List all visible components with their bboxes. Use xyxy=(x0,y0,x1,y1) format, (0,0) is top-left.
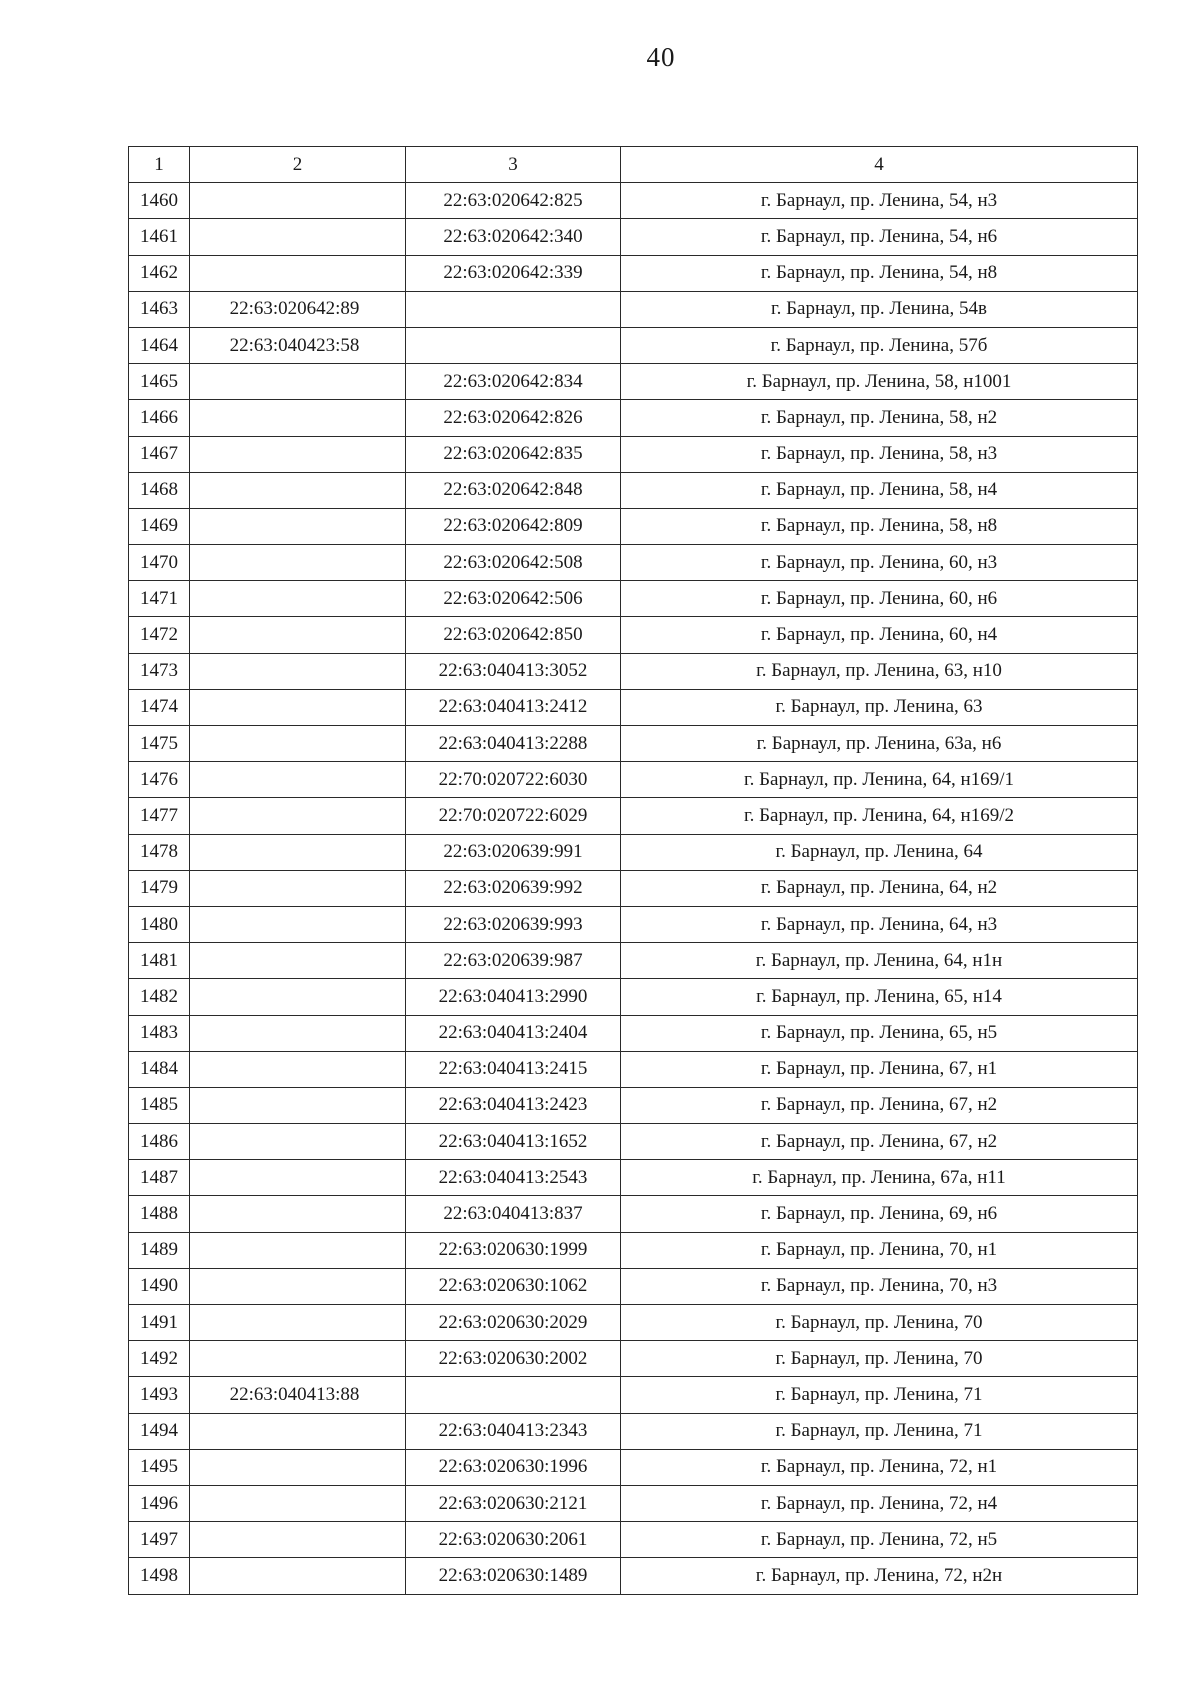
column-header-3: 3 xyxy=(406,147,621,183)
address-cell: г. Барнаул, пр. Ленина, 64, н169/1 xyxy=(621,762,1138,798)
table-row xyxy=(129,617,1138,653)
cadastral-number-cell xyxy=(190,1051,406,1087)
row-number-cell: 1461 xyxy=(129,219,190,255)
object-cadastral-number-cell: 22:63:020630:1996 xyxy=(406,1449,621,1485)
object-cadastral-number-cell: 22:63:020642:848 xyxy=(406,472,621,508)
object-cadastral-number-cell: 22:63:020630:1062 xyxy=(406,1268,621,1304)
object-cadastral-number-cell: 22:63:040413:2404 xyxy=(406,1015,621,1051)
cadastral-number-cell xyxy=(190,979,406,1015)
table-row xyxy=(129,508,1138,544)
table-row xyxy=(129,472,1138,508)
cadastral-number-cell xyxy=(190,689,406,725)
table-row xyxy=(129,798,1138,834)
table-row xyxy=(129,400,1138,436)
object-cadastral-number-cell: 22:63:040413:1652 xyxy=(406,1124,621,1160)
table-row xyxy=(129,943,1138,979)
object-cadastral-number-cell: 22:63:040413:2990 xyxy=(406,979,621,1015)
row-number-cell: 1473 xyxy=(129,653,190,689)
page-number: 40 xyxy=(646,42,676,72)
table-row xyxy=(129,183,1138,219)
object-cadastral-number-cell: 22:63:040413:2543 xyxy=(406,1160,621,1196)
object-cadastral-number-cell: 22:63:020642:809 xyxy=(406,508,621,544)
address-cell: г. Барнаул, пр. Ленина, 63 xyxy=(621,689,1138,725)
object-cadastral-number-cell: 22:63:020639:992 xyxy=(406,870,621,906)
object-cadastral-number-cell: 22:63:020630:2029 xyxy=(406,1305,621,1341)
row-number-cell: 1496 xyxy=(129,1485,190,1521)
address-cell: г. Барнаул, пр. Ленина, 58, н4 xyxy=(621,472,1138,508)
address-cell: г. Барнаул, пр. Ленина, 70, н3 xyxy=(621,1268,1138,1304)
object-cadastral-number-cell xyxy=(406,291,621,327)
row-number-cell: 1491 xyxy=(129,1305,190,1341)
cadastral-number-cell xyxy=(190,1413,406,1449)
row-number-cell: 1497 xyxy=(129,1522,190,1558)
column-header-4: 4 xyxy=(621,147,1138,183)
cadastral-number-cell xyxy=(190,1341,406,1377)
address-cell: г. Барнаул, пр. Ленина, 54, н6 xyxy=(621,219,1138,255)
object-cadastral-number-cell: 22:63:040413:3052 xyxy=(406,653,621,689)
address-cell: г. Барнаул, пр. Ленина, 71 xyxy=(621,1377,1138,1413)
object-cadastral-number-cell: 22:63:020642:340 xyxy=(406,219,621,255)
cadastral-number-cell: 22:63:020642:89 xyxy=(190,291,406,327)
table-row xyxy=(129,581,1138,617)
address-cell: г. Барнаул, пр. Ленина, 54в xyxy=(621,291,1138,327)
cadastral-number-cell xyxy=(190,1449,406,1485)
address-cell: г. Барнаул, пр. Ленина, 72, н2н xyxy=(621,1558,1138,1594)
row-number-cell: 1472 xyxy=(129,617,190,653)
row-number-cell: 1495 xyxy=(129,1449,190,1485)
row-number-cell: 1469 xyxy=(129,508,190,544)
object-cadastral-number-cell: 22:63:020639:991 xyxy=(406,834,621,870)
row-number-cell: 1463 xyxy=(129,291,190,327)
address-cell: г. Барнаул, пр. Ленина, 64, н2 xyxy=(621,870,1138,906)
cadastral-number-cell xyxy=(190,1124,406,1160)
address-cell: г. Барнаул, пр. Ленина, 60, н4 xyxy=(621,617,1138,653)
cadastral-number-cell xyxy=(190,1522,406,1558)
cadastral-number-cell xyxy=(190,1305,406,1341)
object-cadastral-number-cell: 22:63:020642:508 xyxy=(406,545,621,581)
table-row xyxy=(129,1160,1138,1196)
cadastral-number-cell xyxy=(190,1268,406,1304)
table-row xyxy=(129,1413,1138,1449)
object-cadastral-number-cell: 22:63:020642:339 xyxy=(406,255,621,291)
table-row xyxy=(129,906,1138,942)
table-row xyxy=(129,1522,1138,1558)
object-cadastral-number-cell: 22:63:020642:825 xyxy=(406,183,621,219)
address-cell: г. Барнаул, пр. Ленина, 70, н1 xyxy=(621,1232,1138,1268)
object-cadastral-number-cell: 22:63:020630:1489 xyxy=(406,1558,621,1594)
row-number-cell: 1460 xyxy=(129,183,190,219)
table-row xyxy=(129,870,1138,906)
row-number-cell: 1484 xyxy=(129,1051,190,1087)
row-number-cell: 1486 xyxy=(129,1124,190,1160)
cadastral-number-cell xyxy=(190,798,406,834)
address-cell: г. Барнаул, пр. Ленина, 58, н8 xyxy=(621,508,1138,544)
object-cadastral-number-cell: 22:63:020642:850 xyxy=(406,617,621,653)
cadastral-number-cell xyxy=(190,1015,406,1051)
row-number-cell: 1467 xyxy=(129,436,190,472)
object-cadastral-number-cell: 22:63:020642:834 xyxy=(406,364,621,400)
address-cell: г. Барнаул, пр. Ленина, 70 xyxy=(621,1305,1138,1341)
cadastral-number-cell xyxy=(190,508,406,544)
object-cadastral-number-cell xyxy=(406,1377,621,1413)
row-number-cell: 1464 xyxy=(129,327,190,363)
row-number-cell: 1480 xyxy=(129,906,190,942)
object-cadastral-number-cell: 22:63:040413:2415 xyxy=(406,1051,621,1087)
object-cadastral-number-cell: 22:63:020639:987 xyxy=(406,943,621,979)
cadastral-number-cell xyxy=(190,834,406,870)
table-row xyxy=(129,219,1138,255)
row-number-cell: 1493 xyxy=(129,1377,190,1413)
cadastral-number-cell xyxy=(190,545,406,581)
row-number-cell: 1490 xyxy=(129,1268,190,1304)
row-number-cell: 1471 xyxy=(129,581,190,617)
object-cadastral-number-cell: 22:63:020630:1999 xyxy=(406,1232,621,1268)
table-row xyxy=(129,1449,1138,1485)
row-number-cell: 1479 xyxy=(129,870,190,906)
object-cadastral-number-cell: 22:70:020722:6029 xyxy=(406,798,621,834)
row-number-cell: 1462 xyxy=(129,255,190,291)
object-cadastral-number-cell: 22:70:020722:6030 xyxy=(406,762,621,798)
table-row xyxy=(129,255,1138,291)
table-body xyxy=(129,183,1138,1594)
table-row xyxy=(129,1377,1138,1413)
row-number-cell: 1487 xyxy=(129,1160,190,1196)
address-cell: г. Барнаул, пр. Ленина, 54, н8 xyxy=(621,255,1138,291)
table-row xyxy=(129,364,1138,400)
row-number-cell: 1478 xyxy=(129,834,190,870)
table-row xyxy=(129,1485,1138,1521)
object-cadastral-number-cell xyxy=(406,327,621,363)
address-cell: г. Барнаул, пр. Ленина, 67, н2 xyxy=(621,1124,1138,1160)
object-cadastral-number-cell: 22:63:040413:2412 xyxy=(406,689,621,725)
cadastral-number-cell xyxy=(190,1196,406,1232)
object-cadastral-number-cell: 22:63:020642:826 xyxy=(406,400,621,436)
row-number-cell: 1498 xyxy=(129,1558,190,1594)
row-number-cell: 1477 xyxy=(129,798,190,834)
address-cell: г. Барнаул, пр. Ленина, 64, н1н xyxy=(621,943,1138,979)
address-cell: г. Барнаул, пр. Ленина, 58, н1001 xyxy=(621,364,1138,400)
table-row xyxy=(129,1558,1138,1594)
table-row xyxy=(129,291,1138,327)
table-row xyxy=(129,1232,1138,1268)
object-cadastral-number-cell: 22:63:040413:837 xyxy=(406,1196,621,1232)
row-number-cell: 1466 xyxy=(129,400,190,436)
cadastral-number-cell xyxy=(190,472,406,508)
address-cell: г. Барнаул, пр. Ленина, 67а, н11 xyxy=(621,1160,1138,1196)
cadastral-number-cell xyxy=(190,617,406,653)
column-header-2: 2 xyxy=(190,147,406,183)
cadastral-number-cell xyxy=(190,1485,406,1521)
cadastral-number-cell xyxy=(190,870,406,906)
address-cell: г. Барнаул, пр. Ленина, 72, н4 xyxy=(621,1485,1138,1521)
cadastral-number-cell xyxy=(190,183,406,219)
table-row xyxy=(129,545,1138,581)
cadastral-number-cell xyxy=(190,436,406,472)
column-header-1: 1 xyxy=(129,147,190,183)
address-cell: г. Барнаул, пр. Ленина, 67, н2 xyxy=(621,1087,1138,1123)
object-cadastral-number-cell: 22:63:020630:2121 xyxy=(406,1485,621,1521)
address-cell: г. Барнаул, пр. Ленина, 69, н6 xyxy=(621,1196,1138,1232)
address-cell: г. Барнаул, пр. Ленина, 64 xyxy=(621,834,1138,870)
address-cell: г. Барнаул, пр. Ленина, 57б xyxy=(621,327,1138,363)
row-number-cell: 1465 xyxy=(129,364,190,400)
row-number-cell: 1475 xyxy=(129,726,190,762)
table-row xyxy=(129,1268,1138,1304)
cadastral-number-cell xyxy=(190,255,406,291)
address-cell: г. Барнаул, пр. Ленина, 64, н3 xyxy=(621,906,1138,942)
address-cell: г. Барнаул, пр. Ленина, 67, н1 xyxy=(621,1051,1138,1087)
object-cadastral-number-cell: 22:63:020630:2002 xyxy=(406,1341,621,1377)
table-row xyxy=(129,327,1138,363)
cadastral-number-cell: 22:63:040423:58 xyxy=(190,327,406,363)
cadastral-number-cell xyxy=(190,653,406,689)
cadastral-number-cell xyxy=(190,1160,406,1196)
row-number-cell: 1489 xyxy=(129,1232,190,1268)
row-number-cell: 1494 xyxy=(129,1413,190,1449)
object-cadastral-number-cell: 22:63:040413:2423 xyxy=(406,1087,621,1123)
table-row xyxy=(129,834,1138,870)
table-row xyxy=(129,436,1138,472)
cadastral-number-cell xyxy=(190,1558,406,1594)
row-number-cell: 1483 xyxy=(129,1015,190,1051)
row-number-cell: 1485 xyxy=(129,1087,190,1123)
row-number-cell: 1476 xyxy=(129,762,190,798)
address-cell: г. Барнаул, пр. Ленина, 65, н14 xyxy=(621,979,1138,1015)
address-cell: г. Барнаул, пр. Ленина, 71 xyxy=(621,1413,1138,1449)
cadastral-number-cell xyxy=(190,762,406,798)
table-row xyxy=(129,1196,1138,1232)
object-cadastral-number-cell: 22:63:040413:2288 xyxy=(406,726,621,762)
register-table xyxy=(128,146,1138,1595)
address-cell: г. Барнаул, пр. Ленина, 72, н5 xyxy=(621,1522,1138,1558)
table-row xyxy=(129,726,1138,762)
table-row xyxy=(129,1341,1138,1377)
cadastral-number-cell xyxy=(190,1232,406,1268)
address-cell: г. Барнаул, пр. Ленина, 70 xyxy=(621,1341,1138,1377)
cadastral-number-cell xyxy=(190,726,406,762)
row-number-cell: 1488 xyxy=(129,1196,190,1232)
table-row xyxy=(129,653,1138,689)
table-row xyxy=(129,1305,1138,1341)
object-cadastral-number-cell: 22:63:020642:835 xyxy=(406,436,621,472)
table-row xyxy=(129,1015,1138,1051)
address-cell: г. Барнаул, пр. Ленина, 64, н169/2 xyxy=(621,798,1138,834)
object-cadastral-number-cell: 22:63:020642:506 xyxy=(406,581,621,617)
address-cell: г. Барнаул, пр. Ленина, 63а, н6 xyxy=(621,726,1138,762)
address-cell: г. Барнаул, пр. Ленина, 65, н5 xyxy=(621,1015,1138,1051)
cadastral-number-cell xyxy=(190,400,406,436)
address-cell: г. Барнаул, пр. Ленина, 60, н6 xyxy=(621,581,1138,617)
cadastral-number-cell xyxy=(190,581,406,617)
table-row xyxy=(129,689,1138,725)
cadastral-number-cell xyxy=(190,906,406,942)
table-row xyxy=(129,1051,1138,1087)
address-cell: г. Барнаул, пр. Ленина, 72, н1 xyxy=(621,1449,1138,1485)
row-number-cell: 1481 xyxy=(129,943,190,979)
table-row xyxy=(129,979,1138,1015)
address-cell: г. Барнаул, пр. Ленина, 58, н2 xyxy=(621,400,1138,436)
row-number-cell: 1492 xyxy=(129,1341,190,1377)
cadastral-number-cell xyxy=(190,219,406,255)
cadastral-number-cell xyxy=(190,943,406,979)
table-header-row xyxy=(129,147,1138,183)
address-cell: г. Барнаул, пр. Ленина, 54, н3 xyxy=(621,183,1138,219)
row-number-cell: 1474 xyxy=(129,689,190,725)
address-cell: г. Барнаул, пр. Ленина, 60, н3 xyxy=(621,545,1138,581)
cadastral-number-cell: 22:63:040413:88 xyxy=(190,1377,406,1413)
table-row xyxy=(129,1124,1138,1160)
object-cadastral-number-cell: 22:63:020630:2061 xyxy=(406,1522,621,1558)
object-cadastral-number-cell: 22:63:040413:2343 xyxy=(406,1413,621,1449)
address-cell: г. Барнаул, пр. Ленина, 58, н3 xyxy=(621,436,1138,472)
object-cadastral-number-cell: 22:63:020639:993 xyxy=(406,906,621,942)
row-number-cell: 1468 xyxy=(129,472,190,508)
table-row xyxy=(129,1087,1138,1123)
table-row xyxy=(129,762,1138,798)
row-number-cell: 1470 xyxy=(129,545,190,581)
row-number-cell: 1482 xyxy=(129,979,190,1015)
cadastral-number-cell xyxy=(190,364,406,400)
cadastral-number-cell xyxy=(190,1087,406,1123)
address-cell: г. Барнаул, пр. Ленина, 63, н10 xyxy=(621,653,1138,689)
